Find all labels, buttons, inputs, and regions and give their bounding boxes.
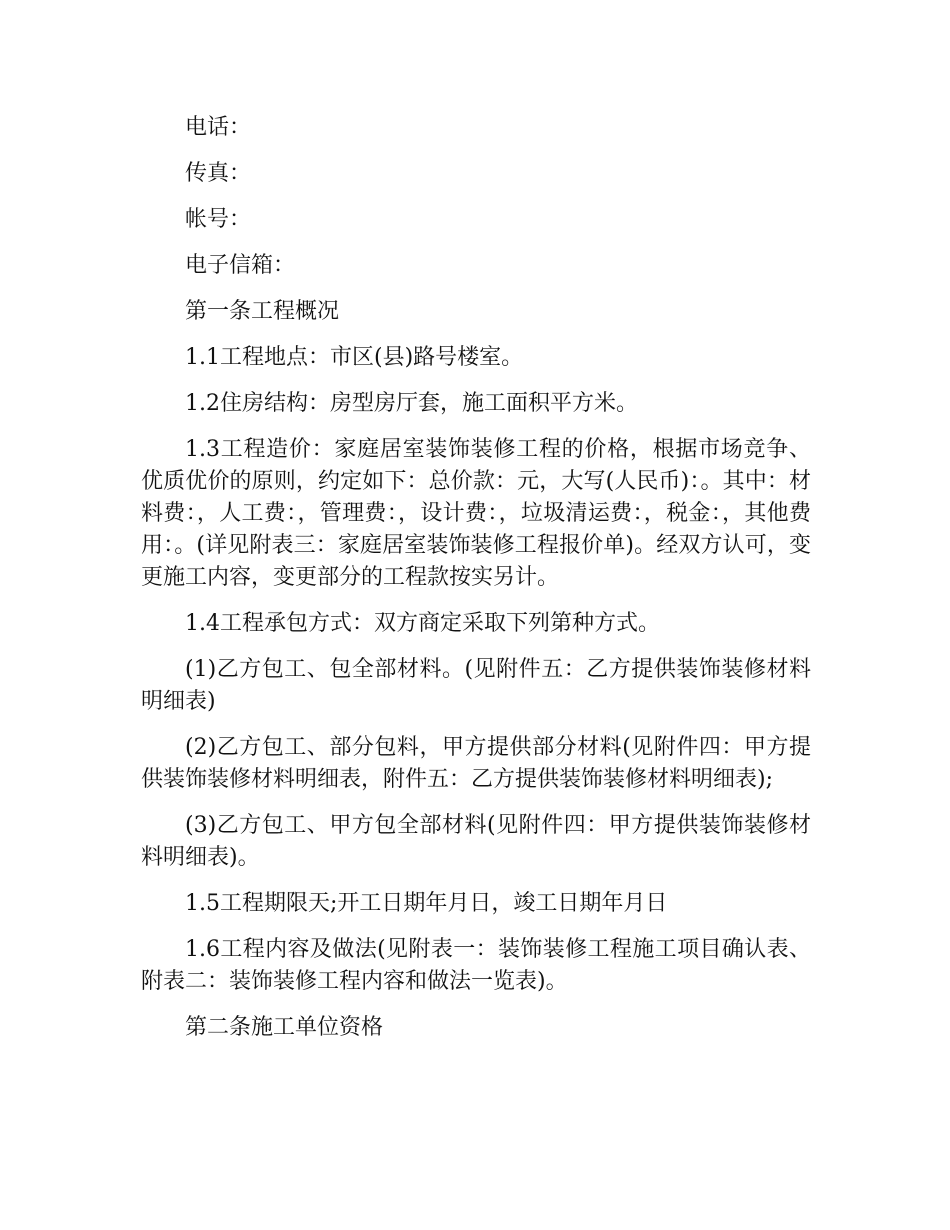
section-heading-1: 第一条工程概况 <box>185 299 340 324</box>
clause-1-4: 1.4工程承包方式：双方商定采取下列第种方式。 <box>185 611 660 636</box>
section-heading-2: 第二条施工单位资格 <box>185 1015 384 1040</box>
account-field-label: 帐号： <box>185 207 252 232</box>
email-field-label: 电子信箱： <box>185 253 296 278</box>
phone-field-label: 电话： <box>185 115 252 140</box>
clause-1-2: 1.2住房结构：房型房厅套，施工面积平方米。 <box>185 391 638 416</box>
option-1: (1)乙方包工、包全部材料。(见附件五：乙方提供装饰装修材料明细表) <box>141 657 811 714</box>
option-2: (2)乙方包工、部分包料，甲方提供部分材料(见附件四：甲方提供装饰装修材料明细表，附件五：乙方提供装饰装修材料明细表); <box>141 735 811 792</box>
fax-field-label: 传真： <box>185 161 252 186</box>
clause-1-5: 1.5工程期限天;开工日期年月日，竣工日期年月日 <box>185 891 668 916</box>
clause-1-3: 1.3工程造价：家庭居室装饰装修工程的价格，根据市场竞争、优质优价的原则，约定如下：总价款：元，大写(人民币)：。其中：材料费：，人工费：，管理费：，设计费：，垃圾清运费：，税金：，其他费用：。(详见附表三：家庭居室装饰装修工程报价单)。经双方认可，变更施工内容，变更部分的工程款按实另计。 <box>141 437 811 590</box>
option-3: (3)乙方包工、甲方包全部材料(见附件四：甲方提供装饰装修材料明细表)。 <box>141 813 811 870</box>
document-page <box>141 112 811 1058</box>
clause-1-1: 1.1工程地点：市区(县)路号楼室。 <box>185 345 524 370</box>
clause-1-6: 1.6工程内容及做法(见附表一：装饰装修工程施工项目确认表、附表二：装饰装修工程内容和做法一览表)。 <box>141 937 811 994</box>
